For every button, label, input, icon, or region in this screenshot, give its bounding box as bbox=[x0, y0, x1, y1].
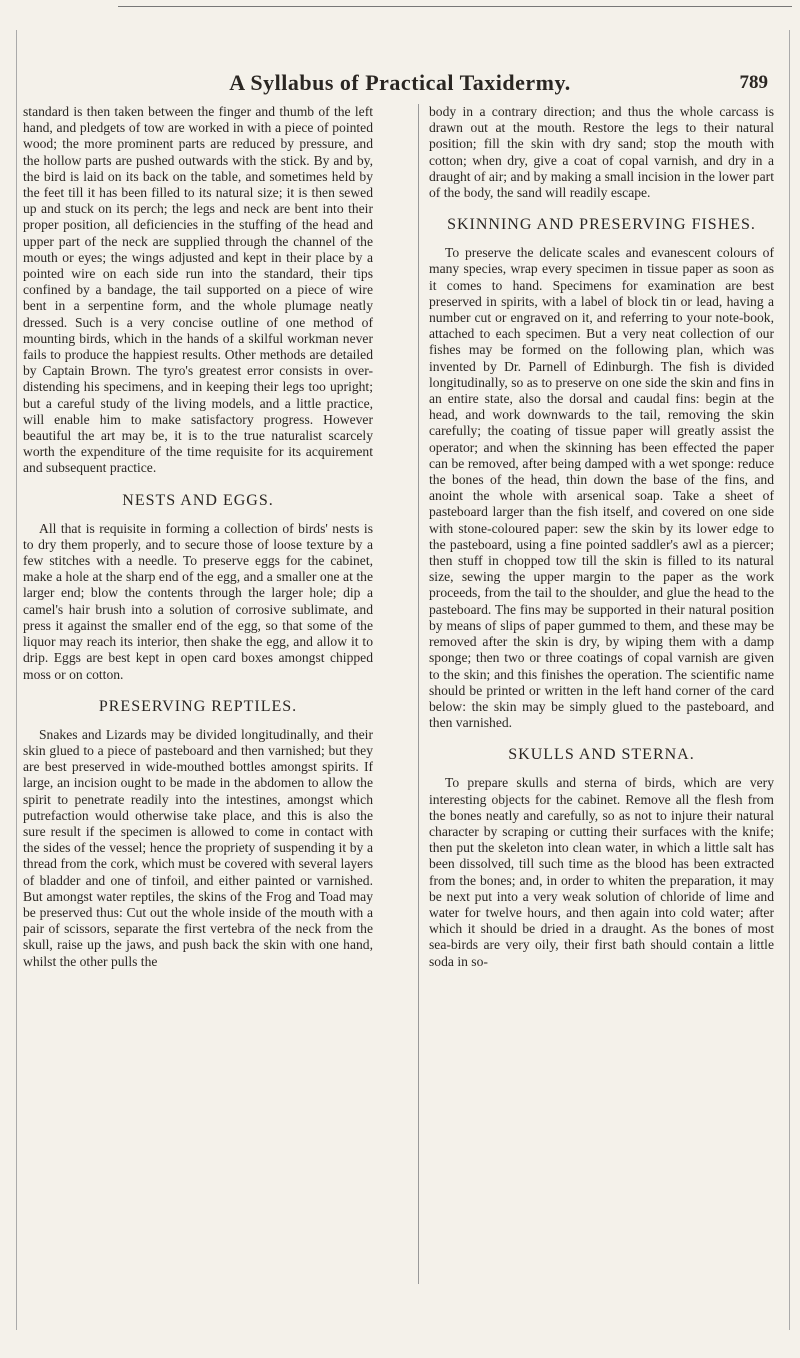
reptiles-paragraph: Snakes and Lizards may be divided longitudinally, and their skin glued to a piece of pasteboard and then varnished; but they are best preserved in wide-mouthed bottles amongst spirits. If large, an incision ought to be made in the abdomen to allow the spirit to penetrate readily into the intestines, amongst which putrefaction would otherwise take place, and this is also the sure result if the specimen is allowed to come in contact with the sides of the vessel; hence the propriety of suspending it by a thread from the cork, which must be covered with several layers of bladder and one of tinfoil, and either painted or varnished. But amongst water reptiles, the skins of the Frog and Toad may be preserved thus: Cut out the whole inside of the mouth with a pair of scissors, separate the first vertebra of the neck from the skull, raise up the jaws, and push back the skin with one hand, whilst the other pulls the bbox=[23, 726, 373, 969]
intro-paragraph: standard is then taken between the finger and thumb of the left hand, and pledgets of tow are worked in with a piece of pointed wood; the more prominent parts are reduced by pressure, and the hollow parts are pushed outwards with the stick. By and by, the bird is laid on its back on the table, and sometimes held by the feet till it has been filled to its natural size; it is then sewed up and stuck on its perch; the legs and neck are bent into their proper position, all deficiencies in the stuffing of the head and upper part of the neck are supplied through the channel of the mouth or eyes; the wings adjusted and kept in their place by a pointed wire on each side run into the standard, their tips confined by a bandage, the tail supported on a piece of wire bent in a serpentine form, and the whole plumage neatly dressed. Such is a very concise outline of one method of mounting birds, which in the hands of a skilful workman never fails to produce the happiest results. Other methods are detailed by Captain Brown. The tyro's greatest error consists in over-distending his specimens, and in keeping their legs too upright; but a careful study of the living models, and a little practice, will enable him to make satisfactory progress. However beautiful the art may be, it is to the true naturalist scarcely worth the expenditure of the time requisite for its acquirement and subsequent practice. bbox=[23, 104, 373, 476]
left-margin-rule bbox=[16, 30, 17, 1330]
right-margin-rule bbox=[789, 30, 790, 1330]
running-header: A Syllabus of Practical Taxidermy. bbox=[229, 70, 571, 95]
top-border-rule bbox=[118, 6, 792, 7]
reptiles-heading: PRESERVING REPTILES. bbox=[98, 697, 298, 715]
nests-paragraph: All that is requisite in forming a collection of birds' nests is to dry them properly, and to secure those of loose texture by a few stitches with a needle. To preserve eggs for the cabinet, make a hole at the sharp end of the egg, and a smaller one at the larger end; blow the contents through the larger hole; dip a camel's hair brush into a solution of corrosive sublimate, and press it against the smaller end of the egg, so that some of the liquor may reach its interior, then shake the egg, and allow it to drip. Eggs are best kept in open card boxes amongst chipped moss or on cotton. bbox=[23, 520, 373, 682]
fishes-heading: SKINNING AND PRESERVING FISHES. bbox=[447, 216, 756, 234]
right-column bbox=[429, 104, 774, 976]
fishes-paragraph: To preserve the delicate scales and evanescent colours of many species, wrap every specimen in tissue paper as soon as it comes to hand. Specimens for examination are best preserved in spirits, with a label of block tin or lead, having a number cut or engraved on it, and referring to your note-book, attached to each specimen. But a very neat collection of our fishes may be formed on the following plan, which was invented by Dr. Parnell of Edinburgh. The fish is divided longitudinally, so as to preserve on one side the skin and fins in an entire state, also the dorsal and caudal fins: begin at the head, and work downwards to the tail, removing the skin carefully; the coating of tissue paper will greatly assist the operator; and when the skinning has been effected the paper can be removed, after being damped with a wet sponge: reduce the bones of the head, thin down the base of the fins, and anoint the whole with arsenical soap. Take a sheet of pasteboard larger than the fish itself, and covered on one side with stone-coloured paper: sew the skin by its lower edge to the pasteboard, using a fine pointed saddler's awl as a piercer; then stuff in chopped tow till the skin is filled to its natural size, sewing the upper margin to the paper as the work proceeds, from the tail to the shoulder, and glue the head to the pasteboard. The fins may be supported in their natural position by means of slips of paper gummed to them, and these may be removed after the skin is dry, by wiping them with a damp sponge; then two or three coatings of copal varnish are given to the skin; and this finishes the operation. The scientific name should be printed or written in the left hand corner of the card below: the skin may be simply glued to the pasteboard, and then varnished. bbox=[429, 245, 774, 731]
left-column bbox=[23, 104, 373, 976]
page-number: 789 bbox=[739, 72, 768, 93]
column-divider bbox=[418, 104, 419, 1284]
skulls-heading: SKULLS AND STERNA. bbox=[508, 746, 695, 764]
nests-heading: NESTS AND EGGS. bbox=[122, 491, 274, 509]
continuation-paragraph: body in a contrary direction; and thus the whole carcass is drawn out at the mouth. Restore the legs to their natural position; fill the skin with dry sand; stop the mouth with cotton; when dry, give a coat of copal varnish, and dry in a draught of air; and by making a small incision in the lower part of the body, the sand will readily escape. bbox=[429, 104, 774, 201]
skulls-paragraph: To prepare skulls and sterna of birds, which are very interesting objects for the cabinet. Remove all the flesh from the bones neatly and carefully, so as not to injure their natural character by scraping or cutting their surfaces with the knife; then put the skeleton into clean water, in which a little salt has been dissolved, till such time as the blood has been extracted from the bones; and, in order to whiten the preparation, it may be next put into a very weak solution of chloride of lime and water for twelve hours, and then again into cold water; after which it should be dried in a draught. As the bones of most sea-birds are very oily, their first bath should contain a little soda in so- bbox=[429, 775, 774, 969]
